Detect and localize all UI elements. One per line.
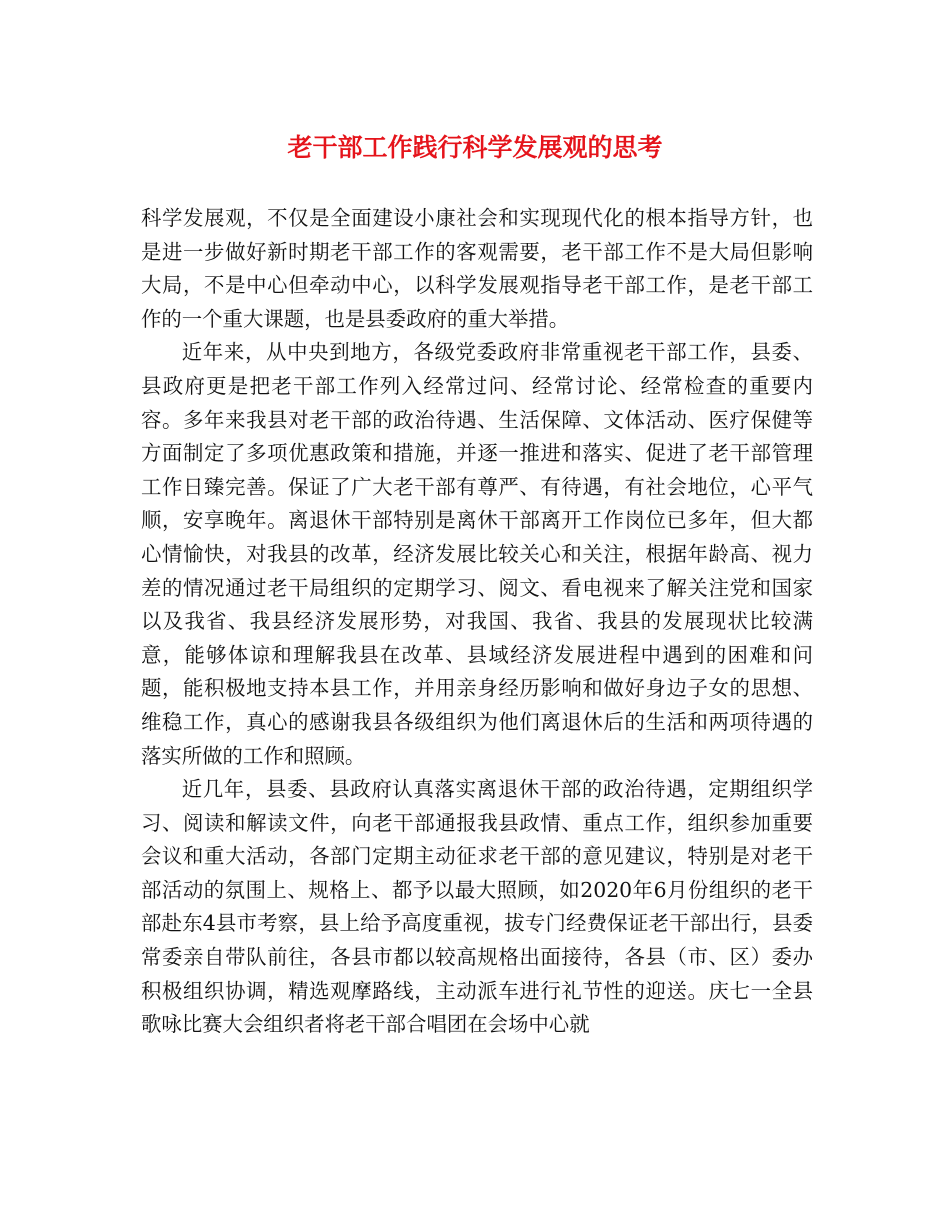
paragraph-recent-practice: 近几年，县委、县政府认真落实离退休干部的政治待遇，定期组织学习、阅读和解读文件，向老干部通报我县政情、重点工作，组织参加重要会议和重大活动，各部门定期主动征求老干部的意见建议，特别是对老干部活动的氛围上、规格上、都予以最大照顾，如2020年6月份组织的老干部赴东4县市考察，县上给予高度重视，拔专门经费保证老干部出行，县委常委亲自带队前往，各县市都以较高规格出面接待，各县（市、区）委办积极组织协调，精选观摩路线，主动派车进行礼节性的迎送。庆七一全县歌咏比赛大会组织者将老干部合唱团在会场中心就 — [141, 777, 813, 1037]
paragraph-recent-years: 近年来，从中央到地方，各级党委政府非常重视老干部工作，县委、县政府更是把老干部工作列入经常过问、经常讨论、经常检查的重要内容。多年来我县对老干部的政治待遇、生活保障、文体活动、医疗保健等方面制定了多项优惠政策和措施，并逐一推进和落实、促进了老干部管理工作日臻完善。保证了广大老干部有尊严、有待遇，有社会地位，心平气顺，安享晚年。离退休干部特别是离休干部离开工作岗位已多年，但大都心情愉快，对我县的改革，经济发展比较关心和关注，根据年龄高、视力差的情况通过老干局组织的定期学习、阅文、看电视来了解关注党和国家以及我省、我县经济发展形势，对我国、我省、我县的发展现状比较满意，能够体谅和理解我县在改革、县域经济发展进程中遇到的困难和问题，能积极地支持本县工作，并用亲身经历影响和做好身边子女的思想、维稳工作，真心的感谢我县各级组织为他们离退休后的生活和两项待遇的落实所做的工作和照顾。 — [141, 340, 813, 768]
document-title: 老干部工作践行科学发展观的思考 — [287, 133, 663, 162]
document-body — [141, 202, 813, 1042]
paragraph-intro: 科学发展观，不仅是全面建设小康社会和实现现代化的根本指导方针，也是进一步做好新时期老干部工作的客观需要，老干部工作不是大局但影响大局，不是中心但牵动中心，以科学发展观指导老干部工作，是老干部工作的一个重大课题，也是县委政府的重大举措。 — [141, 206, 813, 331]
